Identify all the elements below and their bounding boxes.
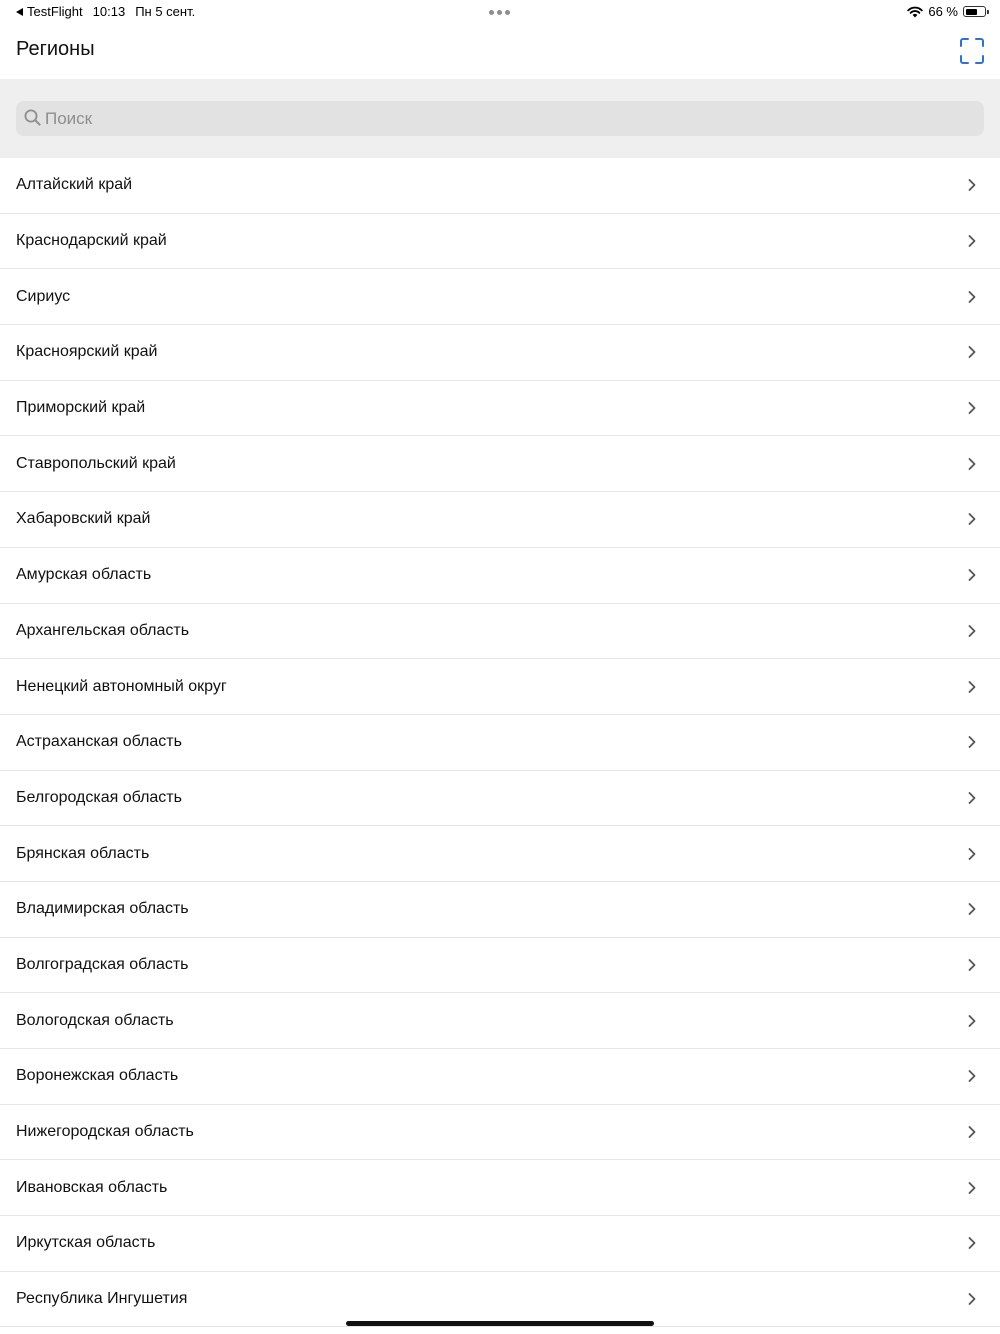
region-name: Вологодская область (16, 1011, 174, 1029)
region-name: Приморский край (16, 399, 146, 417)
region-name: Краснодарский край (16, 232, 167, 250)
region-name: Ненецкий автономный округ (16, 677, 227, 695)
region-name: Нижегородская область (16, 1123, 194, 1141)
chevron-right-icon (968, 624, 976, 637)
list-item[interactable] (0, 1105, 1000, 1161)
list-item[interactable] (0, 158, 1000, 214)
multitasking-dots-icon[interactable] (489, 10, 510, 15)
region-name: Хабаровский край (16, 510, 151, 528)
list-item[interactable] (0, 1272, 1000, 1328)
list-item[interactable] (0, 436, 1000, 492)
list-item[interactable] (0, 771, 1000, 827)
list-item[interactable] (0, 1216, 1000, 1272)
search-input[interactable] (45, 101, 965, 136)
region-name: Владимирская область (16, 900, 189, 918)
list-item[interactable] (0, 938, 1000, 994)
region-list (0, 158, 1000, 1327)
search-area (0, 79, 1000, 158)
page-title: Регионы (16, 38, 95, 60)
status-left (16, 4, 195, 19)
chevron-right-icon (968, 791, 976, 804)
status-time: 10:13 (92, 4, 126, 19)
list-item[interactable] (0, 325, 1000, 381)
chevron-right-icon (968, 1237, 976, 1250)
chevron-right-icon (968, 513, 976, 526)
list-item[interactable] (0, 1049, 1000, 1105)
chevron-right-icon (968, 402, 976, 415)
back-arrow-icon (16, 8, 23, 16)
chevron-right-icon (968, 1070, 976, 1083)
search-icon (24, 109, 41, 126)
region-name: Астраханская область (16, 733, 182, 751)
list-item[interactable] (0, 882, 1000, 938)
battery-fill (966, 9, 977, 15)
chevron-right-icon (968, 457, 976, 470)
list-item[interactable] (0, 659, 1000, 715)
region-name: Воронежская область (16, 1067, 179, 1085)
region-name: Брянская область (16, 844, 150, 862)
back-to-app-link[interactable] (16, 4, 83, 19)
chevron-right-icon (968, 736, 976, 749)
list-item[interactable] (0, 214, 1000, 270)
chevron-right-icon (968, 290, 976, 303)
list-item[interactable] (0, 381, 1000, 437)
chevron-right-icon (968, 958, 976, 971)
region-name: Архангельская область (16, 621, 190, 639)
region-name: Республика Ингушетия (16, 1290, 188, 1308)
chevron-right-icon (968, 235, 976, 248)
region-name: Ивановская область (16, 1178, 168, 1196)
scan-button[interactable] (960, 38, 984, 64)
chevron-right-icon (968, 847, 976, 860)
list-item[interactable] (0, 604, 1000, 660)
scan-frame-icon (960, 38, 984, 64)
status-date: Пн 5 сент. (135, 4, 196, 19)
battery-icon (963, 6, 986, 17)
region-name: Ставропольский край (16, 454, 176, 472)
list-item[interactable] (0, 993, 1000, 1049)
chevron-right-icon (968, 346, 976, 359)
search-box[interactable] (16, 101, 984, 136)
chevron-right-icon (968, 179, 976, 192)
home-indicator[interactable] (346, 1321, 654, 1326)
region-name: Волгоградская область (16, 955, 189, 973)
region-name: Амурская область (16, 566, 152, 584)
list-item[interactable] (0, 492, 1000, 548)
chevron-right-icon (968, 1181, 976, 1194)
region-name: Сириус (16, 287, 71, 305)
chevron-right-icon (968, 903, 976, 916)
wifi-icon (907, 6, 923, 18)
chevron-right-icon (968, 1014, 976, 1027)
region-name: Белгородская область (16, 788, 182, 806)
navigation-header (0, 24, 1000, 79)
back-app-label: TestFlight (27, 4, 83, 19)
list-item[interactable] (0, 826, 1000, 882)
chevron-right-icon (968, 569, 976, 582)
status-bar (0, 0, 1000, 24)
region-name: Алтайский край (16, 176, 133, 194)
chevron-right-icon (968, 680, 976, 693)
battery-percentage: 66 % (928, 4, 958, 19)
status-right (907, 4, 986, 19)
list-item[interactable] (0, 1160, 1000, 1216)
chevron-right-icon (968, 1293, 976, 1306)
region-name: Красноярский край (16, 343, 158, 361)
list-item[interactable] (0, 269, 1000, 325)
list-item[interactable] (0, 715, 1000, 771)
region-name: Иркутская область (16, 1234, 156, 1252)
list-item[interactable] (0, 548, 1000, 604)
chevron-right-icon (968, 1126, 976, 1139)
